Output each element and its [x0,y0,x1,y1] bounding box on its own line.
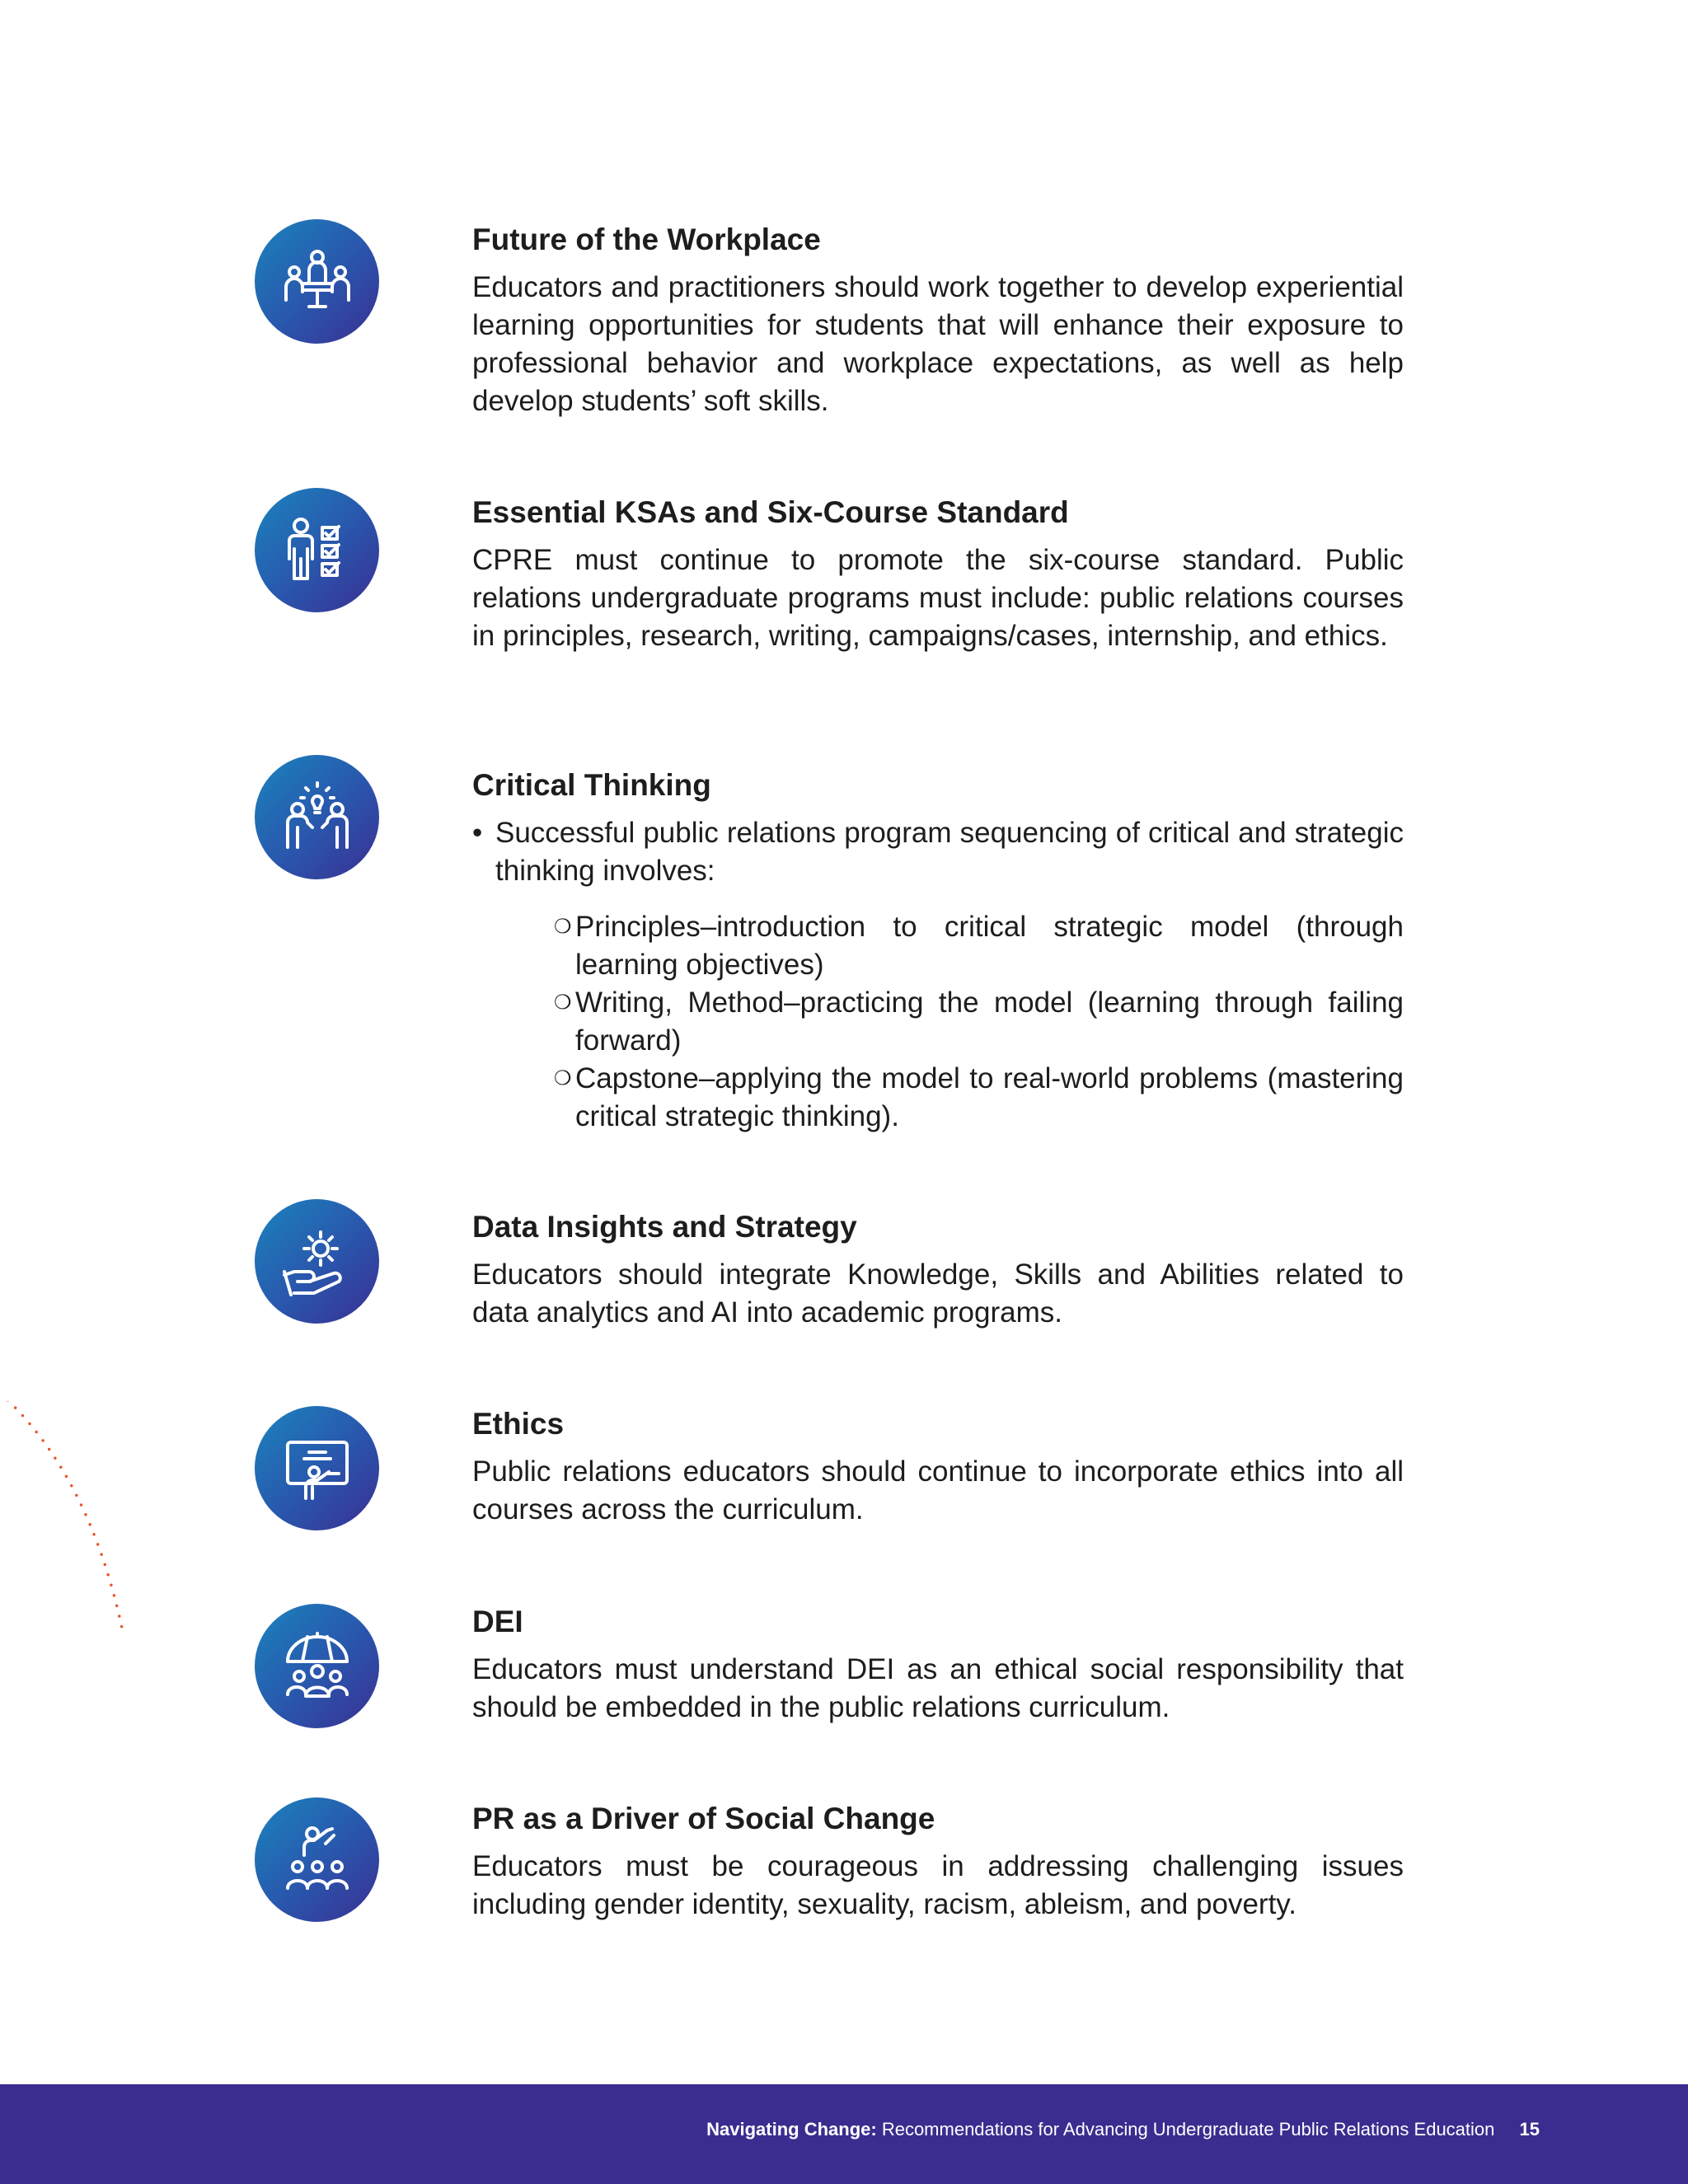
presentation-board-icon [255,1406,379,1530]
bullet-text: Successful public relations program sequencing of critical and strategic thinking involves: [495,817,1404,887]
team-meeting-icon [255,219,379,344]
bullet-item [472,814,1404,890]
section-heading: Critical Thinking [472,768,711,802]
leader-group-icon [255,1797,379,1922]
section-body: Educators and practitioners should work together to develop experiential learning opportunities for students that will enhance their exposure to professional behavior and workplace expectations, as well as help develop students’ soft skills. [472,271,1404,417]
person-checklist-icon [255,488,379,612]
sub-item [554,984,1404,1060]
sub-item-text: Principles–introduction to critical strategic model (through learning objectives) [575,911,1404,981]
open-circle-icon: ❍ [554,991,572,1014]
bullet-icon: • [472,817,483,849]
section-heading: Future of the Workplace [472,223,821,256]
section-body: CPRE must continue to promote the six-course standard. Public relations undergraduate programs must include: public relations courses in principles, research, writing, campaigns/cases, internship, and ethics. [472,544,1404,652]
section-heading: Essential KSAs and Six-Course Standard [472,495,1069,529]
open-circle-icon: ❍ [554,916,572,938]
sub-item [554,908,1404,984]
footer-text [706,2119,1540,2140]
sub-item [554,1060,1404,1136]
footer-title: Navigating Change: [706,2119,877,2139]
section-heading: PR as a Driver of Social Change [472,1802,935,1835]
section-body: Educators must understand DEI as an ethical social responsibility that should be embedded in the public relations curriculum. [472,1653,1404,1723]
section-body: Educators should integrate Knowledge, Skills and Abilities related to data analytics and AI into academic programs. [472,1258,1404,1329]
umbrella-group-icon [255,1604,379,1728]
people-idea-icon [255,755,379,879]
sub-item-text: Capstone–applying the model to real-world problems (mastering critical strategic thinking). [575,1062,1404,1132]
section-body: Educators must be courageous in addressing challenging issues including gender identity, sexuality, racism, ableism, and poverty. [472,1850,1404,1920]
section-heading: Ethics [472,1407,565,1441]
footer-subtitle: Recommendations for Advancing Undergraduate Public Relations Education [881,2119,1495,2139]
section-heading: DEI [472,1605,523,1638]
section-heading: Data Insights and Strategy [472,1210,857,1244]
decorative-dotted-arc [0,1401,140,1648]
section-body: Public relations educators should continue to incorporate ethics into all courses across the curriculum. [472,1455,1404,1526]
page-footer [0,2084,1688,2184]
sub-item-text: Writing, Method–practicing the model (learning through failing forward) [575,987,1404,1057]
page-number: 15 [1519,2119,1540,2139]
open-circle-icon: ❍ [554,1067,572,1090]
hand-gear-icon [255,1199,379,1324]
